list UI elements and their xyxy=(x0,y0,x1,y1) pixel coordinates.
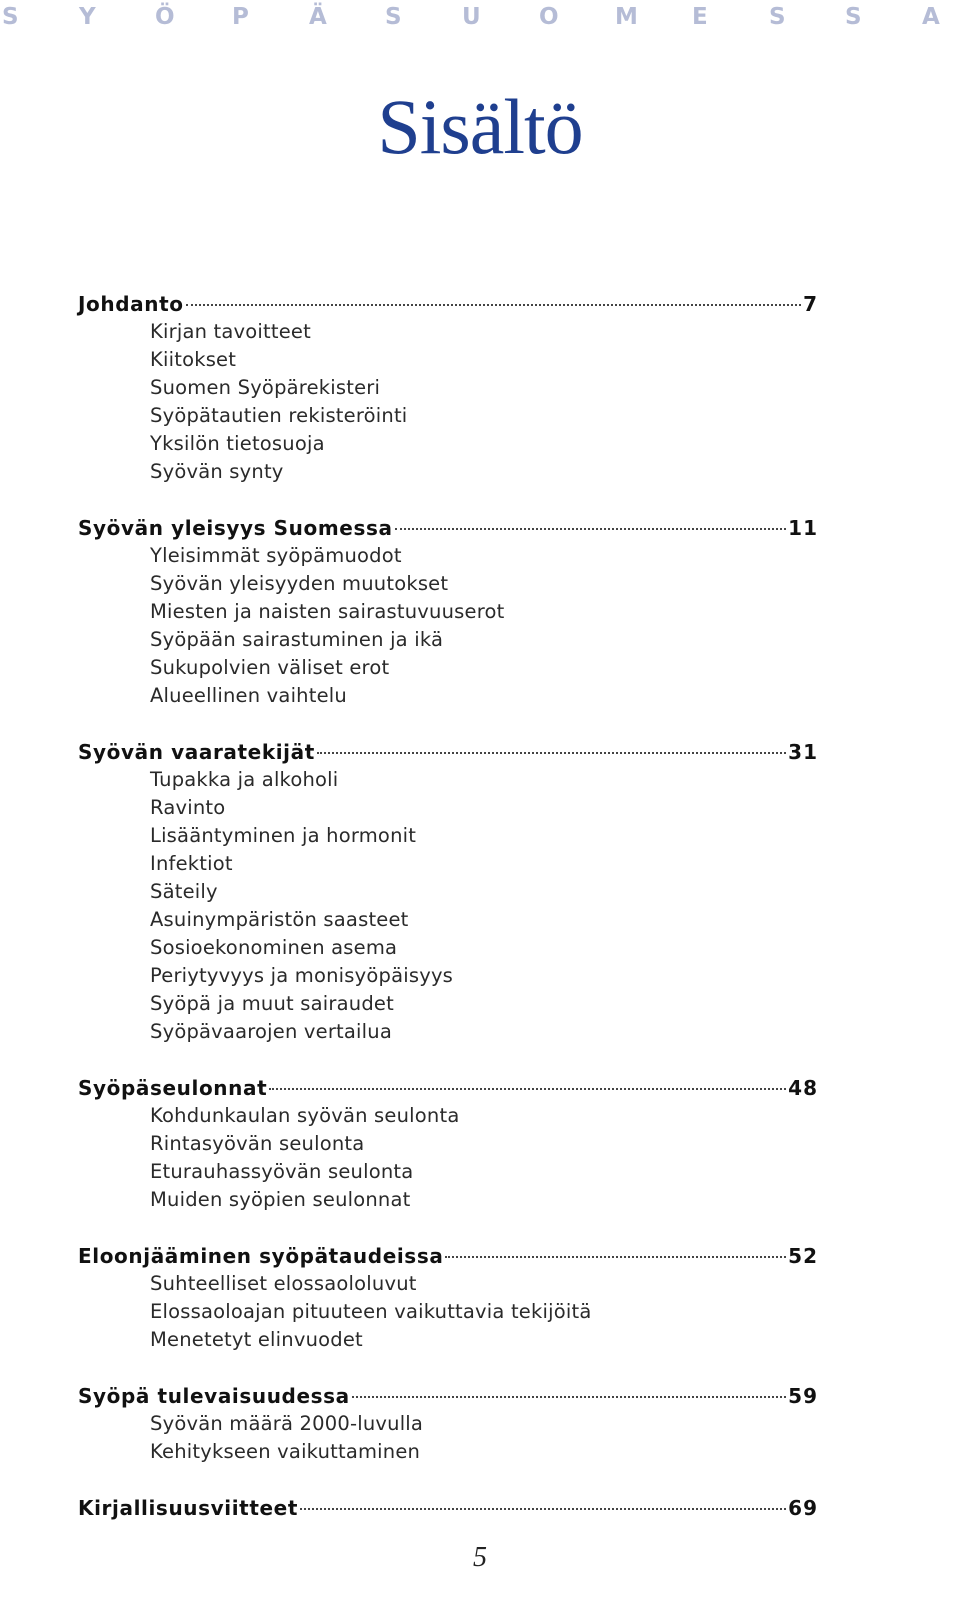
toc-section xyxy=(78,1074,818,1214)
toc-chapter-title: Syöpäseulonnat xyxy=(78,1076,268,1100)
toc-subsection-item: Miesten ja naisten sairastuvuuserot xyxy=(150,600,505,623)
toc-subsection-item: Lisääntyminen ja hormonit xyxy=(150,824,417,847)
header-letter: S xyxy=(769,4,786,30)
toc-page-number: 52 xyxy=(788,1244,818,1268)
toc-chapter-link[interactable] xyxy=(78,1494,818,1522)
dot-leader xyxy=(269,1088,786,1090)
toc-chapter-link[interactable] xyxy=(78,738,818,766)
toc-subsection-item: Yleisimmät syöpämuodot xyxy=(150,544,402,567)
toc-subsection-item: Syöpä ja muut sairaudet xyxy=(150,992,394,1015)
toc-page-number: 11 xyxy=(788,516,818,540)
toc-subsection-item: Eturauhassyövän seulonta xyxy=(150,1160,414,1183)
dot-leader xyxy=(186,304,802,306)
toc-subsection-item: Kohdunkaulan syövän seulonta xyxy=(150,1104,460,1127)
toc-subsection-item: Syöpävaarojen vertailua xyxy=(150,1020,392,1043)
toc-subsection-item: Rintasyövän seulonta xyxy=(150,1132,365,1155)
toc-subsection-item: Kiitokset xyxy=(150,348,237,371)
header-letter: A xyxy=(922,4,940,30)
header-letter: U xyxy=(462,4,481,30)
toc-subsection-item: Ravinto xyxy=(150,796,226,819)
dot-leader xyxy=(395,528,787,530)
toc-section xyxy=(78,514,818,710)
toc-subsection-item: Suhteelliset elossaololuvut xyxy=(150,1272,417,1295)
toc-subsection-list xyxy=(78,1410,818,1466)
header-letter: P xyxy=(232,4,249,30)
toc-subsection-item: Alueellinen vaihtelu xyxy=(150,684,347,707)
page-number: 5 xyxy=(473,1542,487,1573)
dot-leader xyxy=(445,1256,786,1258)
toc-chapter-link[interactable] xyxy=(78,1074,818,1102)
toc-page-number: 69 xyxy=(788,1496,818,1520)
toc-subsection-list xyxy=(78,542,818,710)
header-letter: Ä xyxy=(309,4,327,30)
toc-subsection-item: Sosioekonominen asema xyxy=(150,936,398,959)
header-letter: O xyxy=(539,4,559,30)
toc-chapter-title: Eloonjääminen syöpätaudeissa xyxy=(78,1244,444,1268)
toc-chapter-title: Syövän vaaratekijät xyxy=(78,740,315,764)
toc-subsection-item: Yksilön tietosuoja xyxy=(150,432,325,455)
toc-chapter-link[interactable] xyxy=(78,1382,818,1410)
toc-chapter-title: Johdanto xyxy=(78,292,184,316)
toc-section xyxy=(78,290,818,486)
toc-section xyxy=(78,1494,818,1522)
header-letter: Ö xyxy=(155,4,175,30)
toc-subsection-item: Periytyvyys ja monisyöpäisyys xyxy=(150,964,454,987)
header-letter: S xyxy=(845,4,862,30)
running-header xyxy=(0,2,960,32)
dot-leader xyxy=(300,1508,786,1510)
toc-page-number: 31 xyxy=(788,740,818,764)
toc-page-number: 48 xyxy=(788,1076,818,1100)
header-letter: E xyxy=(692,4,708,30)
toc-subsection-item: Sukupolvien väliset erot xyxy=(150,656,390,679)
header-letter: Y xyxy=(79,4,96,30)
toc-chapter-title: Syöpä tulevaisuudessa xyxy=(78,1384,350,1408)
toc-chapter-title: Kirjallisuusviitteet xyxy=(78,1496,298,1520)
toc-subsection-list xyxy=(78,1102,818,1214)
toc-section xyxy=(78,738,818,1046)
toc-page-number: 7 xyxy=(803,292,818,316)
toc-subsection-item: Infektiot xyxy=(150,852,233,875)
page-title: Sisältö xyxy=(377,83,583,170)
toc-subsection-item: Syövän määrä 2000-luvulla xyxy=(150,1412,424,1435)
toc-section xyxy=(78,1242,818,1354)
header-letter: M xyxy=(615,4,638,30)
toc-chapter-link[interactable] xyxy=(78,514,818,542)
toc-subsection-list xyxy=(78,318,818,486)
toc-subsection-list xyxy=(78,766,818,1046)
toc-subsection-item: Kirjan tavoitteet xyxy=(150,320,311,343)
toc-subsection-item: Kehitykseen vaikuttaminen xyxy=(150,1440,421,1463)
toc-subsection-item: Muiden syöpien seulonnat xyxy=(150,1188,411,1211)
toc-subsection-item: Syövän synty xyxy=(150,460,284,483)
toc-subsection-item: Suomen Syöpärekisteri xyxy=(150,376,381,399)
dot-leader xyxy=(317,752,786,754)
toc-chapter-link[interactable] xyxy=(78,290,818,318)
toc-subsection-item: Syöpään sairastuminen ja ikä xyxy=(150,628,444,651)
toc-subsection-item: Elossaoloajan pituuteen vaikuttavia tekijöitä xyxy=(150,1300,592,1323)
toc-subsection-item: Syövän yleisyyden muutokset xyxy=(150,572,449,595)
toc-subsection-item: Syöpätautien rekisteröinti xyxy=(150,404,408,427)
dot-leader xyxy=(352,1396,786,1398)
toc-subsection-item: Säteily xyxy=(150,880,218,903)
toc-subsection-list xyxy=(78,1270,818,1354)
toc-section xyxy=(78,1382,818,1466)
toc-subsection-item: Menetetyt elinvuodet xyxy=(150,1328,363,1351)
header-letter: S xyxy=(2,4,19,30)
toc-chapter-link[interactable] xyxy=(78,1242,818,1270)
toc-chapter-title: Syövän yleisyys Suomessa xyxy=(78,516,393,540)
table-of-contents xyxy=(78,290,818,1522)
toc-page-number: 59 xyxy=(788,1384,818,1408)
header-letter: S xyxy=(385,4,402,30)
toc-subsection-item: Asuinympäristön saasteet xyxy=(150,908,409,931)
toc-subsection-item: Tupakka ja alkoholi xyxy=(150,768,339,791)
